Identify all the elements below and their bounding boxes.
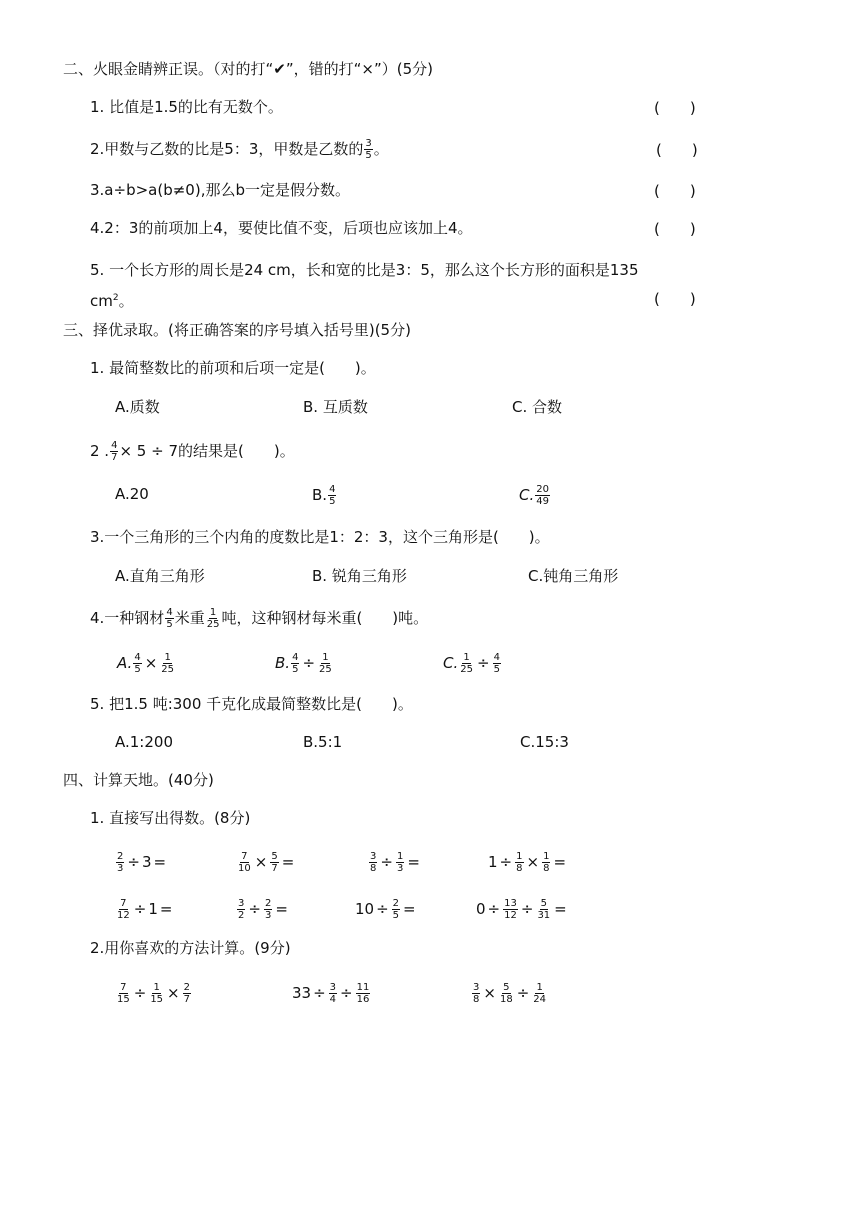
choice-c[interactable]: C. 合数 bbox=[512, 398, 563, 416]
s2-item-2: 2.甲数与乙数的比是5：3，甲数是乙数的 $\frac{3}{5}$ 。 bbox=[90, 138, 389, 161]
s2-item-5: 5. 一个长方形的周长是24 cm，长和宽的比是3：5，那么这个长方形的面积是135 bbox=[90, 261, 639, 279]
calc-expr: $\frac{2}{3}$ ÷ 3 = bbox=[117, 851, 167, 874]
choice-c[interactable]: C. $\frac{1}{25}$ ÷ $\frac{4}{5}$ bbox=[443, 652, 500, 675]
calc-expr: $\frac{7}{10}$ × $\frac{5}{7}$ = bbox=[238, 851, 295, 874]
s3-q4: 4.一种钢材 $\frac{4}{5}$ 米重 $\frac{1}{25}$ 吨，这种钢材每米重( )吨。 bbox=[90, 607, 429, 630]
choice-b[interactable]: B. $\frac{4}{5}$ bbox=[312, 484, 336, 507]
s3-q1: 1. 最简整数比的前项和后项一定是( )。 bbox=[90, 359, 376, 377]
answer-paren[interactable]: ( ) bbox=[654, 290, 696, 308]
calc-expr: $\frac{7}{15}$ ÷ $\frac{1}{15}$ × $\frac{2}{7}$ bbox=[117, 982, 190, 1005]
choice-b[interactable]: B. 锐角三角形 bbox=[312, 567, 407, 585]
calc-expr: $\frac{3}{2}$ ÷ $\frac{2}{3}$ = bbox=[238, 898, 288, 921]
choice-c[interactable]: C.钝角三角形 bbox=[528, 567, 619, 585]
s2-item-5-cont: $cm^2$。 bbox=[90, 292, 134, 310]
choice-b[interactable]: B. 互质数 bbox=[303, 398, 368, 416]
choice-c[interactable]: C.15:3 bbox=[520, 733, 569, 751]
answer-paren[interactable]: ( ) bbox=[654, 99, 696, 117]
fraction: $\frac{3}{5}$ bbox=[365, 138, 372, 161]
choice-c[interactable]: C. $\frac{20}{49}$ bbox=[519, 484, 549, 507]
choice-a[interactable]: A.1:200 bbox=[115, 733, 173, 751]
section-4-heading: 四、计算天地。(40分) bbox=[63, 771, 214, 789]
choice-a[interactable]: A.20 bbox=[115, 485, 149, 503]
s3-q5: 5. 把1.5 吨:300 千克化成最简整数比是( )。 bbox=[90, 695, 413, 713]
answer-paren[interactable]: ( ) bbox=[656, 141, 698, 159]
choice-b[interactable]: B. $\frac{4}{5}$ ÷ $\frac{1}{25}$ bbox=[275, 652, 332, 675]
choice-a[interactable]: A.直角三角形 bbox=[115, 567, 205, 585]
calc-expr: 33 ÷ $\frac{3}{4}$ ÷ $\frac{11}{16}$ bbox=[292, 982, 370, 1005]
calc-expr: $\frac{3}{8}$ ÷ $\frac{1}{3}$ = bbox=[370, 851, 420, 874]
answer-paren[interactable]: ( ) bbox=[654, 182, 696, 200]
s3-q2: 2 . $\frac{4}{7}$ × 5 ÷ 7的结果是( )。 bbox=[90, 440, 295, 463]
section-2-heading: 二、火眼金睛辨正误。（对的打“✔”，错的打“×”）(5分) bbox=[63, 60, 433, 78]
s4-sub-2: 2.用你喜欢的方法计算。(9分) bbox=[90, 939, 291, 957]
calc-expr: 10 ÷ $\frac{2}{5}$ = bbox=[355, 898, 416, 921]
calc-expr: 1 ÷ $\frac{1}{8}$ × $\frac{1}{8}$ = bbox=[488, 851, 567, 874]
choice-a[interactable]: A. $\frac{4}{5}$ × $\frac{1}{25}$ bbox=[117, 652, 174, 675]
choice-b[interactable]: B.5:1 bbox=[303, 733, 343, 751]
s2-item-4: 4.2：3的前项加上4，要使比值不变，后项也应该加上4。 bbox=[90, 219, 473, 237]
s4-sub-1: 1. 直接写出得数。(8分) bbox=[90, 809, 251, 827]
calc-expr: $\frac{7}{12}$ ÷ 1 = bbox=[117, 898, 173, 921]
calc-expr: 0 ÷ $\frac{13}{12}$ ÷ $\frac{5}{31}$ = bbox=[476, 898, 567, 921]
section-3-heading: 三、择优录取。(将正确答案的序号填入括号里)(5分) bbox=[63, 321, 411, 339]
s2-item-3: 3.a÷b>a(b≠0),那么b一定是假分数。 bbox=[90, 181, 350, 199]
s3-q3: 3.一个三角形的三个内角的度数比是1：2：3，这个三角形是( )。 bbox=[90, 528, 550, 546]
s2-item-1: 1. 比值是1.5的比有无数个。 bbox=[90, 98, 283, 116]
calc-expr: $\frac{3}{8}$ × $\frac{5}{18}$ ÷ $\frac{1}{24}$ bbox=[473, 982, 546, 1005]
choice-a[interactable]: A.质数 bbox=[115, 398, 160, 416]
answer-paren[interactable]: ( ) bbox=[654, 220, 696, 238]
